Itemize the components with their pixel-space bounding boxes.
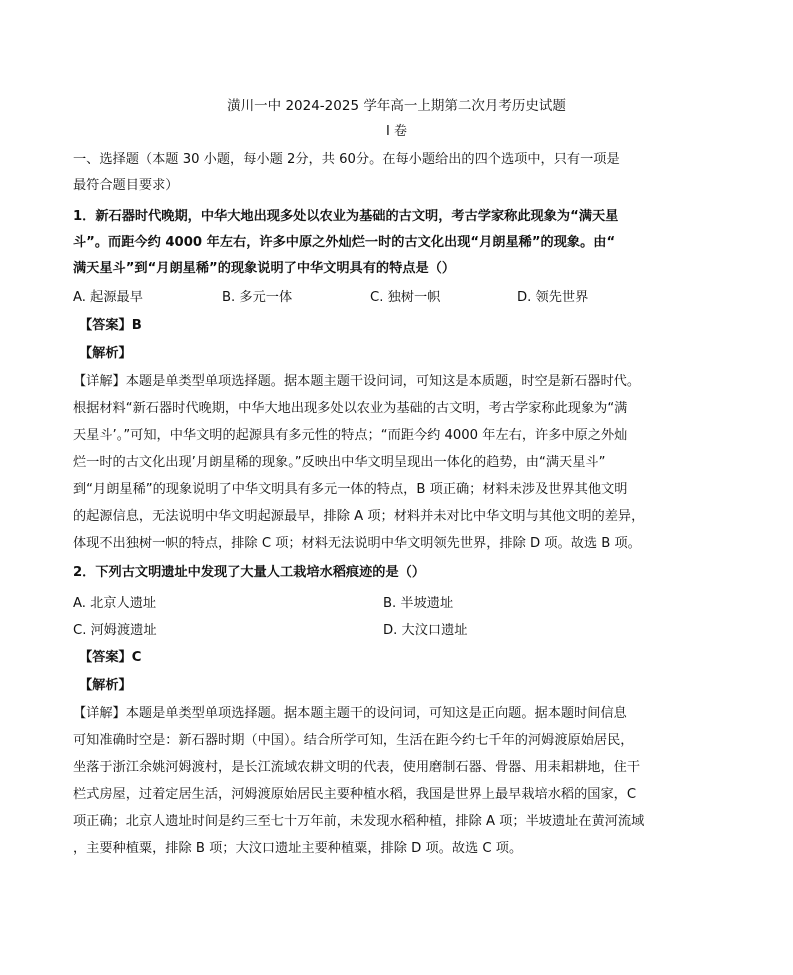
q2-detail-line: ，主要种植粟，排除 B 项；大汶口遗址主要种植粟，排除 D 项。故选 C 项。	[73, 841, 523, 856]
q2-option-d: D. 大汶口遗址	[383, 623, 468, 638]
q2-detail-line: 【详解】本题是单类型单项选择题。据本题主题干的设问词，可知这是正向题。据本题时间信息	[73, 706, 627, 721]
q1-detail-line: 到“月朗星稀”的现象说明了中华文明具有多元一体的特点，B 项正确；材料未涉及世界其他文明	[73, 482, 628, 497]
q1-answer: 【答案】B	[79, 318, 142, 333]
q1-stem-line: 满天星斗”到“月朗星稀”的现象说明了中华文明具有的特点是（）	[73, 261, 456, 276]
q1-stem-line: 1．新石器时代晚期，中华大地出现多处以农业为基础的古文明，考古学家称此现象为“满天星	[73, 209, 619, 224]
q1-stem-line: 斗”。而距今约 4000 年左右，许多中原之外灿烂一时的古文化出现“月朗星稀”的现象。由“	[73, 235, 616, 250]
q2-detail-line: 可知准确时空是：新石器时期（中国）。结合所学可知，生活在距今约七千年的河姆渡原始居民，	[73, 733, 634, 748]
q1-detail-line: 的起源信息，无法说明中华文明起源最早，排除 A 项；材料并未对比中华文明与其他文明的差异，	[73, 509, 645, 524]
q2-option-b: B. 半坡遗址	[383, 596, 454, 611]
q1-option-d: D. 领先世界	[517, 290, 589, 305]
q2-answer: 【答案】C	[79, 650, 142, 665]
q2-stem: 2．下列古文明遗址中发现了大量人工栽培水稻痕迹的是（）	[73, 565, 426, 580]
q2-detail-line: 项正确；北京人遗址时间是约三至七十万年前，未发现水稻种植，排除 A 项；半坡遗址在黄河流域	[73, 814, 645, 829]
q1-detail-line: 烂一时的古文化出现’月朗星稀的现象。”反映出中华文明呈现出一体化的趋势，由“满天星斗”	[73, 455, 606, 470]
q1-option-c: C. 独树一帜	[370, 290, 441, 305]
q2-detail-line: 坐落于浙江余姚河姆渡村，是长江流域农耕文明的代表，使用磨制石器、骨器、用耒耜耕地，住干	[73, 760, 641, 775]
section-header-line: 一、选择题（本题 30 小题，每小题 2分，共 60分。在每小题给出的四个选项中，只有一项是	[73, 152, 620, 167]
q2-option-c: C. 河姆渡遗址	[73, 623, 157, 638]
q1-analysis-label: 【解析】	[79, 346, 132, 361]
section-header-line: 最符合题目要求）	[73, 178, 179, 193]
q2-detail-line: 栏式房屋，过着定居生活，河姆渡原始居民主要种植水稻，我国是世界上最早栽培水稻的国家，C	[73, 787, 637, 802]
q1-detail-line: 天星斗’。”可知，中华文明的起源具有多元性的特点；“而距今约 4000 年左右，许多中原之外灿	[73, 428, 628, 443]
q1-option-a: A. 起源最早	[73, 290, 143, 305]
exam-title: 潢川一中 2024-2025 学年高一上期第二次月考历史试题	[227, 98, 566, 114]
exam-subtitle: I 卷	[386, 124, 407, 139]
q1-option-b: B. 多元一体	[222, 290, 293, 305]
q1-detail-line: 体现不出独树一帜的特点，排除 C 项；材料无法说明中华文明领先世界，排除 D 项。故选 B 项。	[73, 536, 641, 551]
q1-detail-line: 【详解】本题是单类型单项选择题。据本题主题干设问词，可知这是本质题，时空是新石器时代。	[73, 374, 641, 389]
q2-analysis-label: 【解析】	[79, 678, 132, 693]
q2-option-a: A. 北京人遗址	[73, 596, 157, 611]
q1-detail-line: 根据材料“新石器时代晚期，中华大地出现多处以农业为基础的古文明，考古学家称此现象为“满	[73, 401, 628, 416]
